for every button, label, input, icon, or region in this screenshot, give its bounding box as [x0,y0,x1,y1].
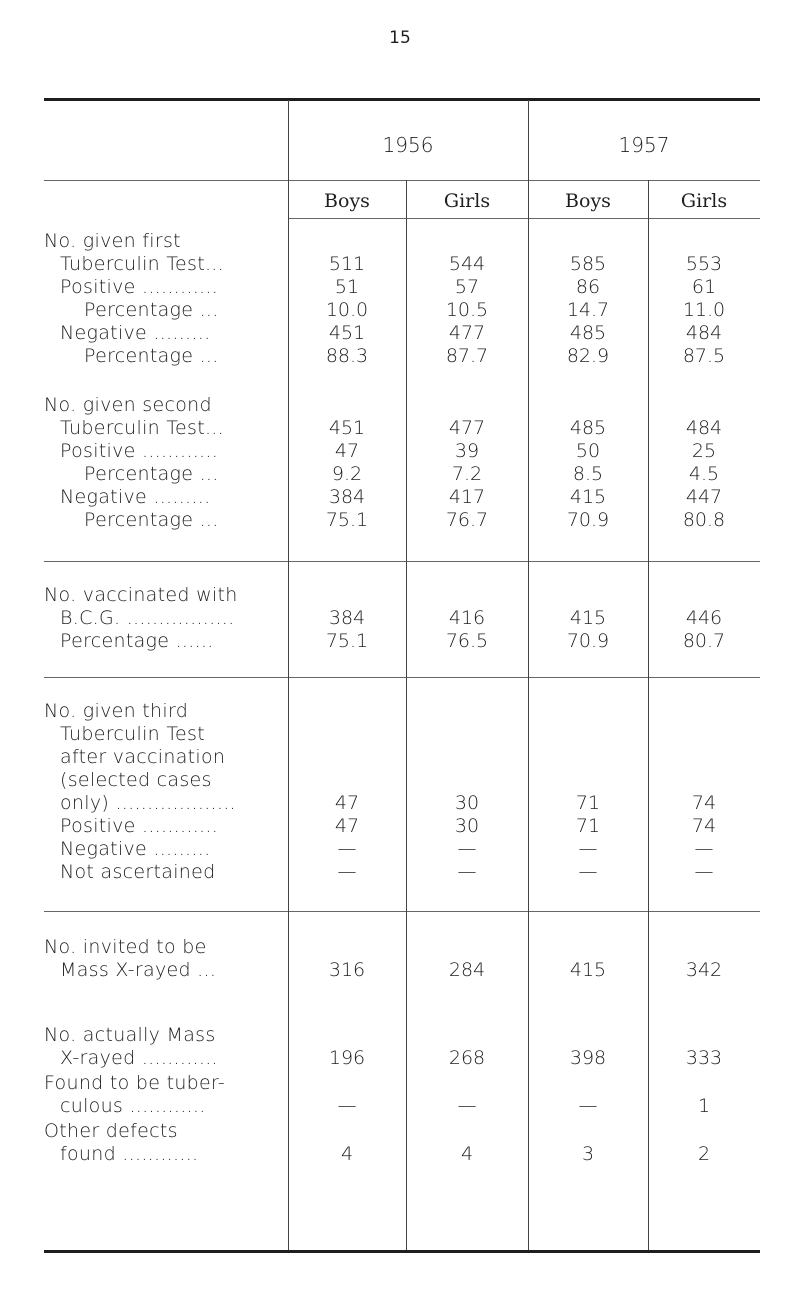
table-cell: — [337,861,357,883]
table-cell: 477 [448,417,486,439]
table-cell: 75.1 [325,630,369,652]
table-cell: 342 [685,959,723,981]
table-cell: 8.5 [572,463,604,485]
table-cell: 477 [448,322,486,344]
table-cell: 9.2 [331,463,363,485]
table-cell: 384 [328,607,366,629]
table-cell: 47 [334,440,360,462]
header-column-rule [288,218,760,219]
table-cell: — [578,861,598,883]
row-label: Negative ......... [60,838,211,860]
page-number: 15 [389,28,411,48]
table-cell: 86 [575,276,601,298]
row-label: Not ascertained [60,861,216,883]
table-cell: 415 [569,607,607,629]
table-cell: 39 [454,440,480,462]
row-label: Positive ............ [60,815,219,837]
row-label: Mass X-rayed ... [60,959,217,981]
table-cell: 82.9 [566,345,610,367]
table-cell: 57 [454,276,480,298]
row-label: only) ................... [60,792,236,814]
table-cell: 484 [685,417,723,439]
table-cell: 485 [569,322,607,344]
table-cell: 76.7 [445,509,489,531]
table-cell: 451 [328,322,366,344]
table-cell: 196 [328,1047,366,1069]
table-cell: 76.5 [445,630,489,652]
table-cell: 544 [448,253,486,275]
table-cell: 585 [569,253,607,275]
table-cell: 3 [581,1143,595,1165]
table-cell: 47 [334,792,360,814]
table-cell: 70.9 [566,630,610,652]
table-cell: 88.3 [325,345,369,367]
table-cell: 50 [575,440,601,462]
column-header-1957-girls: Girls [680,190,728,212]
table-cell: 384 [328,486,366,508]
row-label: (selected cases [60,769,212,791]
table-cell: 446 [685,607,723,629]
table-cell: — [457,838,477,860]
table-cell: 485 [569,417,607,439]
table-cell: 1 [697,1095,711,1117]
table-cell: 30 [454,792,480,814]
table-cell: — [457,1095,477,1117]
table-cell: 87.5 [682,345,726,367]
row-label: X-rayed ............ [60,1047,218,1069]
table-cell: — [578,1095,598,1117]
table-cell: — [337,838,357,860]
table-cell: 7.2 [451,463,483,485]
row-label: Other defects [44,1120,178,1142]
section-rule-2 [44,677,760,678]
table-cell: 11.0 [682,299,726,321]
table-cell: — [578,838,598,860]
row-label: Tuberculin Test... [60,417,224,439]
table-cell: 30 [454,815,480,837]
row-label: Negative ......... [60,322,211,344]
table-cell: 74 [691,792,717,814]
row-label: Negative ......... [60,486,211,508]
row-label: No. given second [44,394,212,416]
column-header-1957-boys: Boys [565,190,611,212]
table-cell: 70.9 [566,509,610,531]
row-label: No. given third [44,700,189,722]
table-cell: 71 [575,792,601,814]
table-cell: 484 [685,322,723,344]
row-label: Positive ............ [60,440,219,462]
table-cell: 417 [448,486,486,508]
table-cell: 4.5 [688,463,720,485]
table-cell: 451 [328,417,366,439]
table-cell: 14.7 [566,299,610,321]
year-1956-header: 1956 [382,133,434,157]
row-label: Percentage ... [84,345,219,367]
row-label: Tuberculin Test [60,723,205,745]
table-cell: — [337,1095,357,1117]
table-cell: — [457,861,477,883]
column-header-1956-girls: Girls [443,190,491,212]
row-label: No. vaccinated with [44,584,238,606]
table-cell: 4 [340,1143,354,1165]
table-cell: 80.8 [682,509,726,531]
section-rule-1 [44,561,760,562]
table-cell: 415 [569,486,607,508]
table-cell: 447 [685,486,723,508]
row-label: No. invited to be [44,936,207,958]
table-cell: 47 [334,815,360,837]
table-cell: 416 [448,607,486,629]
year-1957-header: 1957 [618,133,670,157]
table-cell: 511 [328,253,366,275]
row-label: Tuberculin Test... [60,253,224,275]
row-label: Percentage ... [84,509,219,531]
table-cell: 10.5 [445,299,489,321]
row-label: Percentage ... [84,299,219,321]
table-cell: — [694,838,714,860]
table-top-rule [44,98,760,101]
row-label: after vaccination [60,746,226,768]
table-cell: 25 [691,440,717,462]
row-label: B.C.G. ................. [60,607,235,629]
row-label: Found to be tuber- [44,1072,226,1094]
table-cell: 398 [569,1047,607,1069]
row-label: Positive ............ [60,276,219,298]
table-cell: — [694,861,714,883]
row-label: No. actually Mass [44,1024,216,1046]
row-label: found ............ [60,1143,199,1165]
table-cell: 284 [448,959,486,981]
row-label: No. given first [44,230,181,252]
table-cell: 333 [685,1047,723,1069]
table-cell: 51 [334,276,360,298]
table-cell: 75.1 [325,509,369,531]
table-cell: 268 [448,1047,486,1069]
table-cell: 71 [575,815,601,837]
table-cell: 80.7 [682,630,726,652]
table-cell: 87.7 [445,345,489,367]
row-label: Percentage ... [84,463,219,485]
column-header-1956-boys: Boys [324,190,370,212]
table-cell: 316 [328,959,366,981]
table-bottom-rule [44,1250,760,1253]
row-label: Percentage ...... [60,630,214,652]
table-cell: 10.0 [325,299,369,321]
table-cell: 61 [691,276,717,298]
row-label: culous ............ [60,1095,206,1117]
table-cell: 74 [691,815,717,837]
header-year-rule [44,180,760,181]
section-rule-3 [44,911,760,912]
table-cell: 553 [685,253,723,275]
table-cell: 2 [697,1143,711,1165]
table-cell: 4 [460,1143,474,1165]
table-cell: 415 [569,959,607,981]
